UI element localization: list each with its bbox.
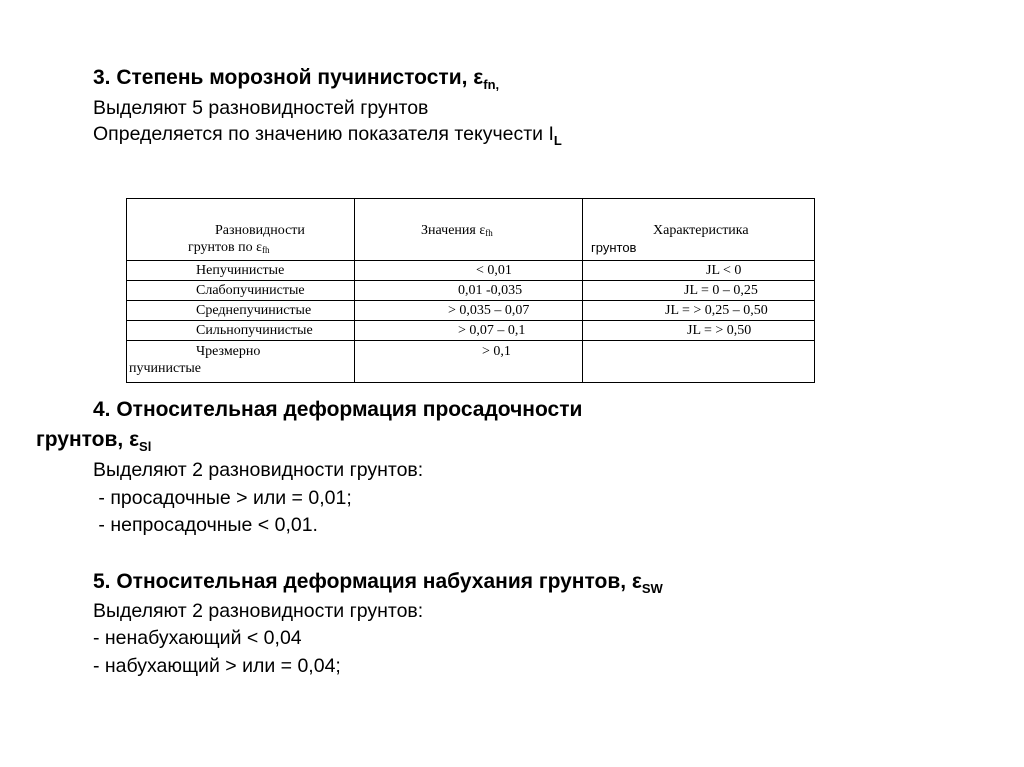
section4-line2: - просадочные > или = 0,01; [93,487,352,509]
section4-line3: - непросадочные < 0,01. [93,514,318,536]
header-cell-types: Разновидности грунтов по $\varepsilon_{fh}$ [127,199,355,261]
table-row: Сильнопучинистые > 0,07 – 0,1 JL = > 0,50 [127,321,815,341]
section4-heading: 4. Относительная деформация просадочности [93,398,583,421]
table-header-row [127,199,815,261]
section3-heading-subscript: fn, [483,77,500,92]
section5-line3: - набухающий > или = 0,04; [93,655,341,677]
section5-line1: Выделяют 2 разновидности грунтов: [93,600,424,622]
table-row: Чрезмерно пучинистые > 0,1 [127,341,815,383]
section5-heading-subscript: SW [641,581,663,596]
frost-heave-table [126,198,815,383]
header-cell-characteristic: Характеристика грунтов [583,199,815,261]
section4-heading-subscript: Sl [139,439,152,454]
table-row: Непучинистые < 0,01 JL < 0 [127,261,815,281]
section3-line2: Определяется по значению показателя текучести $I_L$ [93,123,562,148]
section4-heading-continued: грунтов, $\varepsilon_{Sl}$ [36,428,152,454]
section3-heading: 3. Степень морозной пучинистости, $\varepsilon_{fn,}$ [93,66,500,92]
section5-line2: - ненабухающий < 0,04 [93,627,302,649]
table-row: Среднепучинистые > 0,035 – 0,07 JL = > 0,25 – 0,50 [127,301,815,321]
section3-line2-subscript: L [553,133,562,148]
section3-line1: Выделяют 5 разновидностей грунтов [93,97,429,119]
table-row: Слабопучинистые 0,01 -0,035 JL = 0 – 0,25 [127,281,815,301]
section5-heading: 5. Относительная деформация набухания грунтов, $\varepsilon_{SW}$ [93,570,663,596]
header-cell-values: Значения $\varepsilon_{fh}$ [355,199,583,261]
section4-line1: Выделяют 2 разновидности грунтов: [93,459,424,481]
